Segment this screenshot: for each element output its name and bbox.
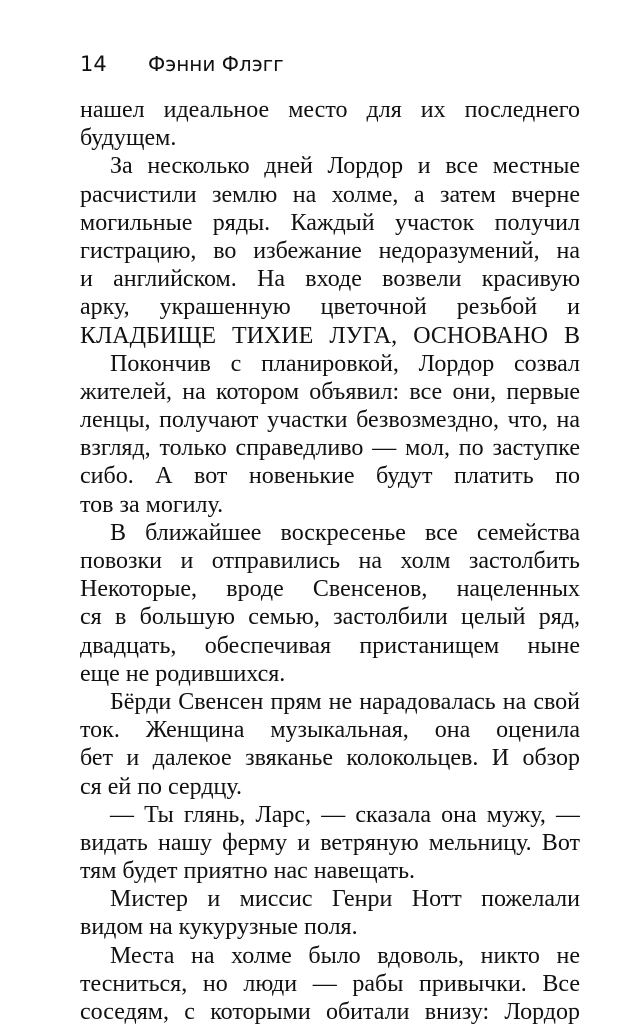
running-title: Фэнни Флэгг bbox=[148, 52, 284, 76]
text-line: тесниться, но люди — рабы привычки. Все bbox=[80, 970, 580, 997]
text-line: могильные ряды. Каждый участок получил bbox=[80, 209, 580, 236]
text-line: Некоторые, вроде Свенсенов, нацеленных bbox=[80, 576, 580, 603]
text-line: ток. Женщина музыкальная, она оценила bbox=[80, 717, 580, 744]
body-text bbox=[80, 96, 580, 1026]
text-line: Мистер и миссис Генри Нотт пожелали bbox=[110, 886, 580, 913]
text-line: гистрацию, во избежание недоразумений, на bbox=[80, 237, 580, 264]
text-line: В ближайшее воскресенье все семейства bbox=[110, 519, 580, 546]
text-line: сибо. А вот новенькие будут платить по bbox=[80, 463, 580, 490]
text-line: ленцы, получают участки безвозмездно, что, на bbox=[80, 407, 580, 434]
text-line: будущем. bbox=[80, 125, 177, 152]
text-line: жителей, на котором объявил: все они, первые bbox=[80, 378, 580, 405]
text-line: расчистили землю на холме, а затем вчерне bbox=[80, 181, 580, 208]
page-number: 14 bbox=[80, 52, 107, 76]
text-line: Бёрди Свенсен прям не нарадовалась на свой bbox=[110, 688, 580, 715]
text-line: нашел идеальное место для их последнего bbox=[80, 97, 580, 123]
text-line: бет и далекое звяканье колокольцев. И обзор bbox=[80, 745, 580, 772]
text-line: соседям, с которыми обитали внизу: Лордор bbox=[80, 999, 580, 1025]
text-line: видать нашу ферму и ветряную мельницу. Вот bbox=[80, 829, 580, 856]
text-line: видом на кукурузные поля. bbox=[80, 914, 358, 941]
text-line: арку, украшенную цветочной резьбой и bbox=[80, 294, 580, 321]
text-line: еще не родившихся. bbox=[80, 660, 286, 687]
text-line: КЛАДБИЩЕ ТИХИЕ ЛУГА, ОСНОВАНО В bbox=[80, 322, 580, 349]
page-header bbox=[80, 52, 284, 84]
text-line: двадцать, обеспечивая пристанищем ныне bbox=[80, 632, 580, 659]
text-line: взгляд, только справедливо — мол, по заступке bbox=[80, 435, 580, 462]
text-line: повозки и отправились на холм застолбить bbox=[80, 548, 580, 574]
text-line: и английском. На входе возвели красивую bbox=[80, 266, 580, 293]
text-line: За несколько дней Лордор и все местные bbox=[110, 153, 580, 180]
text-line: ся ей по сердцу. bbox=[80, 773, 242, 800]
text-line: — Ты глянь, Ларс, — сказала она мужу, — bbox=[110, 801, 580, 828]
text-line: Покончив с планировкой, Лордор созвал bbox=[110, 350, 580, 377]
text-line: тов за могилу. bbox=[80, 491, 224, 518]
text-line: Места на холме было вдоволь, никто не bbox=[110, 942, 580, 969]
text-line: тям будет приятно нас навещать. bbox=[80, 858, 416, 885]
text-line: ся в большую семью, застолбили целый ряд, bbox=[80, 604, 580, 631]
